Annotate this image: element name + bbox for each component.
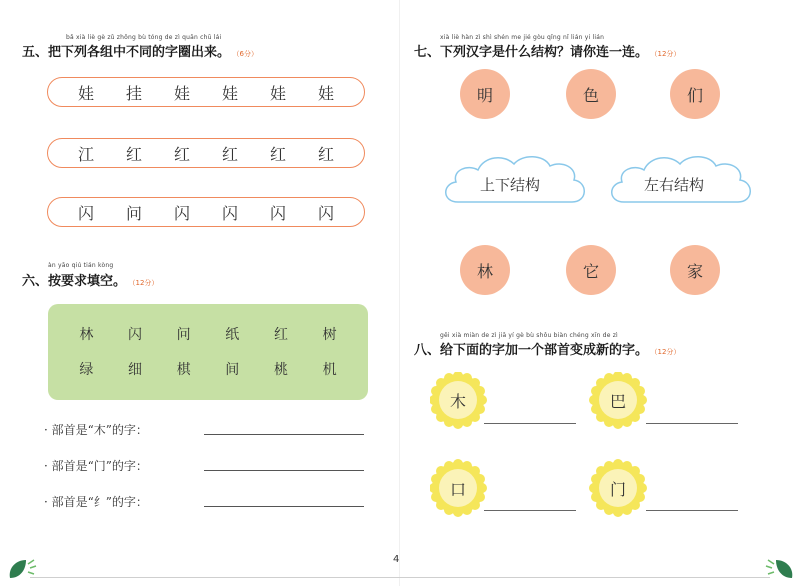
char-group-row-3 (47, 197, 365, 227)
section6-score: （12分） (132, 279, 159, 287)
leaf-icon-right (764, 556, 798, 582)
char-cell[interactable]: 红 (125, 144, 142, 164)
char-cell[interactable]: 闪 (269, 203, 286, 223)
char-group-row-1 (47, 77, 365, 107)
bank-char: 间 (225, 362, 240, 378)
bank-char: 红 (273, 327, 288, 343)
char-cell[interactable]: 问 (125, 203, 142, 223)
char-cell[interactable]: 娃 (269, 83, 286, 103)
char-cell[interactable]: 红 (221, 144, 238, 164)
answer-blank-4[interactable] (646, 510, 738, 511)
section5-heading (22, 41, 258, 60)
answer-blank-1[interactable] (484, 423, 576, 424)
fill-blank-wood[interactable] (204, 434, 364, 435)
char-cell[interactable]: 江 (77, 144, 94, 164)
bank-char: 桃 (273, 362, 288, 378)
section6-pinyin: àn yāo qiú tián kòng (48, 262, 114, 269)
answer-blank-3[interactable] (484, 510, 576, 511)
bank-char: 闪 (127, 327, 142, 343)
page-fold (399, 0, 400, 586)
match-char-bottom-3[interactable]: 家 (670, 245, 720, 295)
match-char-top-2[interactable]: 色 (566, 69, 616, 119)
structure-left-right[interactable]: 左右结构 (643, 176, 704, 194)
answer-blank-2[interactable] (646, 423, 738, 424)
fill-prompt-wood: · 部首是“木”的字： (44, 423, 148, 437)
match-char-bottom-1[interactable]: 林 (460, 245, 510, 295)
fill-prompt-wood-text: 部首是“木”的字： (51, 423, 148, 437)
character-bank-row-2 (48, 359, 368, 379)
section6-title: 六、按要求填空。 (22, 274, 127, 289)
fill-blank-silk[interactable] (204, 506, 364, 507)
char-cell[interactable]: 娃 (221, 83, 238, 103)
fill-blank-door[interactable] (204, 470, 364, 471)
bank-char: 林 (79, 327, 94, 343)
match-char-bottom-2[interactable]: 它 (566, 245, 616, 295)
section6-heading (22, 270, 158, 289)
bank-char: 纸 (225, 327, 240, 343)
bank-char: 棋 (176, 362, 191, 378)
section7-title: 七、下列汉字是什么结构？请你连一连。 (414, 45, 649, 60)
match-char-top-1[interactable]: 明 (460, 69, 510, 119)
footer-rule (30, 577, 770, 578)
radical-char-4: 门 (609, 480, 626, 499)
char-cell[interactable]: 挂 (125, 83, 142, 103)
bank-char: 绿 (79, 362, 94, 378)
section5-pinyin: bǎ xià liè gè zǔ zhōng bù tóng de zì quān chū lái (66, 34, 222, 41)
char-cell[interactable]: 闪 (221, 203, 238, 223)
structure-top-bottom[interactable]: 上下结构 (479, 176, 540, 194)
section8-pinyin: gěi xià miàn de zì jiā yí gè bù shǒu biàn chéng xīn de zì (440, 332, 618, 339)
match-char-top-3[interactable]: 们 (670, 69, 720, 119)
char-cell[interactable]: 红 (173, 144, 190, 164)
fill-prompt-silk: · 部首是“纟”的字： (44, 495, 148, 509)
radical-char-2: 巴 (609, 392, 626, 411)
radical-char-3: 口 (449, 480, 466, 499)
character-bank-row-1 (48, 324, 368, 344)
section7-heading (414, 41, 680, 60)
section8-score: （12分） (654, 348, 681, 356)
section5-score: （6分） (236, 50, 258, 58)
char-cell[interactable]: 娃 (317, 83, 334, 103)
character-bank (48, 304, 368, 400)
char-group-row-2 (47, 138, 365, 168)
char-cell[interactable]: 闪 (317, 203, 334, 223)
char-cell[interactable]: 红 (269, 144, 286, 164)
section5-title: 五、把下列各组中不同的字圈出来。 (22, 45, 231, 60)
char-cell[interactable]: 娃 (173, 83, 190, 103)
section7-pinyin: xià liè hàn zì shì shén me jié gòu qǐng nǐ lián yi lián (440, 34, 605, 41)
char-cell[interactable]: 闪 (77, 203, 94, 223)
char-cell[interactable]: 红 (317, 144, 334, 164)
fill-prompt-door-text: 部首是“门”的字： (51, 459, 148, 473)
char-cell[interactable]: 闪 (173, 203, 190, 223)
section8-title: 八、给下面的字加一个部首变成新的字。 (414, 343, 649, 358)
bank-char: 问 (176, 327, 191, 343)
bank-char: 树 (322, 327, 337, 343)
page-number: 4 (393, 554, 400, 565)
section8-heading (414, 339, 680, 358)
fill-prompt-silk-text: 部首是“纟”的字： (51, 495, 148, 509)
bank-char: 机 (322, 362, 337, 378)
section7-score: （12分） (654, 50, 681, 58)
char-cell[interactable]: 娃 (77, 83, 94, 103)
radical-char-1: 木 (449, 392, 466, 411)
fill-prompt-door: · 部首是“门”的字： (44, 459, 148, 473)
bank-char: 细 (127, 362, 142, 378)
leaf-icon-left (4, 556, 38, 582)
